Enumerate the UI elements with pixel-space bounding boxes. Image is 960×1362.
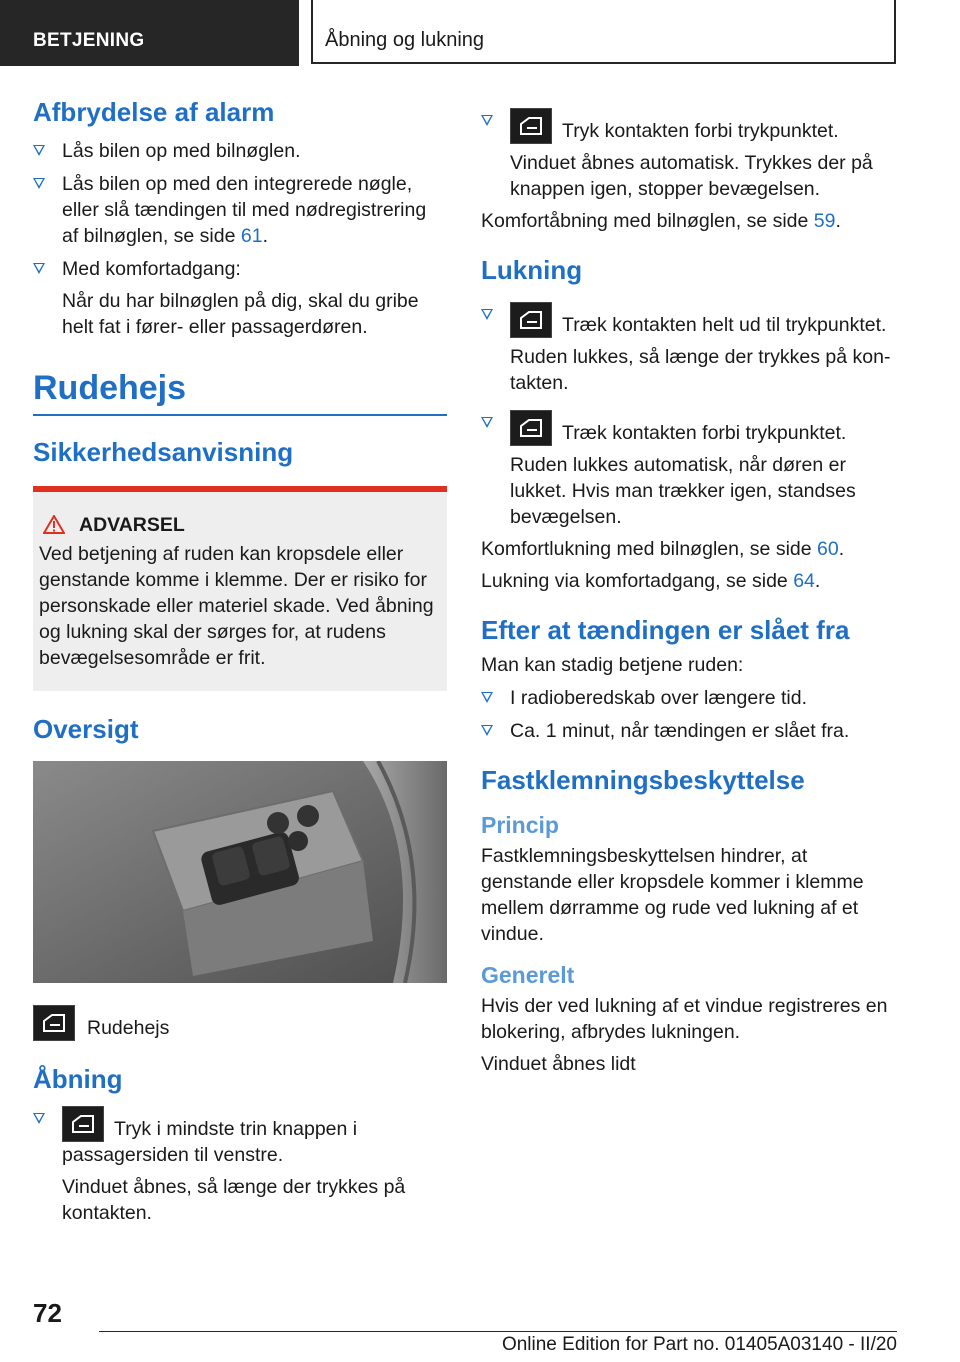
list-item-detail: Ruden lukkes automatisk, når døren er lukket. Hvis man trækker igen, standses bevægelsen.	[510, 453, 856, 528]
page-link-60[interactable]: 60	[817, 537, 839, 560]
princip-heading: Princip	[481, 812, 559, 839]
edition-footer: Online Edition for Part no. 01405A03140 - II/20	[501, 1334, 897, 1355]
window-switch-icon	[62, 1106, 104, 1142]
warning-text: Ved betjening af ruden kan kropsdele eller genstande komme i klemme. Der er risiko for personskade eller materiel skade. Ved åbning og lukning skal der sørges for, at rudens bevægelsesområde er frit.	[39, 542, 434, 669]
window-switch-photo	[33, 761, 447, 983]
comfort-close-key-text: Komfortlukning med bilnøglen, se side 60.	[481, 537, 845, 560]
comfort-close-access-text: Lukning via komfortadgang, se side 64.	[481, 569, 821, 592]
after-ignition-intro: Man kan stadig betjene ruden:	[481, 653, 744, 676]
list-item: Lås bilen op med bilnøglen.	[33, 138, 447, 164]
window-switch-icon	[33, 1005, 75, 1041]
bullet-triangle-icon	[481, 725, 493, 736]
bullet-triangle-icon	[481, 692, 493, 703]
bullet-triangle-icon	[33, 1113, 45, 1124]
safety-heading: Sikkerhedsanvisning	[33, 436, 294, 467]
page-link-64[interactable]: 64	[793, 569, 815, 592]
warning-triangle-icon	[43, 515, 65, 534]
chapter-title: Åbning og lukning	[311, 0, 896, 64]
abning-heading: Åbning	[33, 1063, 123, 1094]
list-item: Lås bilen op med den integrerede nøgle, eller slå tændingen til med nødregistrering af bilnøglen, se side 61.	[33, 171, 447, 249]
bullet-triangle-icon	[33, 263, 45, 274]
oversigt-heading: Oversigt	[33, 713, 139, 744]
window-switch-icon	[510, 410, 552, 446]
alarm-heading: Afbrydelse af alarm	[33, 97, 275, 127]
section-label: BETJENING	[0, 0, 299, 66]
left-column	[33, 96, 447, 1226]
legend-row: Rudehejs	[33, 1005, 447, 1041]
right-column	[481, 108, 897, 1077]
list-item: Træk kontakten forbi trykpunktet.	[481, 410, 897, 446]
rudehejs-heading: Rudehejs	[33, 368, 187, 407]
generelt-text-2: Vinduet åbnes lidt	[481, 1053, 636, 1076]
bullet-triangle-icon	[481, 417, 493, 428]
princip-text: Fastklemningsbeskyttelsen hindrer, at genstande eller kropsdele kommer i klemme mellem dørramme og rude ved lukning af et vindue.	[481, 845, 864, 946]
bullet-triangle-icon	[481, 309, 493, 320]
list-item-detail: Vinduet åbnes, så længe der trykkes på kontakten.	[62, 1176, 406, 1225]
list-item-detail: Ruden lukkes, så længe der trykkes på kontakten.	[510, 345, 891, 394]
pinch-protection-heading: Fastklemningsbeskyttelse	[481, 764, 805, 795]
window-switch-icon	[510, 302, 552, 338]
generelt-text: Hvis der ved lukning af et vindue registreres en blokering, afbrydes lukningen.	[481, 995, 888, 1044]
page-link-59[interactable]: 59	[813, 210, 836, 232]
page-number: 72	[33, 1298, 62, 1328]
list-item: Ca. 1 minut, når tændingen er slået fra.	[481, 718, 897, 744]
lukning-heading: Lukning	[481, 255, 583, 285]
bullet-triangle-icon	[33, 145, 45, 156]
window-switch-icon	[510, 108, 552, 144]
generelt-heading: Generelt	[481, 962, 575, 989]
bullet-triangle-icon	[33, 178, 45, 189]
warning-box	[33, 486, 447, 691]
comfort-open-text: Komfortåbning med bilnøglen, se side 59.	[481, 210, 841, 232]
warning-title: ADVARSEL	[39, 514, 439, 537]
list-item-detail: Vinduet åbnes automatisk. Trykkes der på knappen igen, stopper bevægelsen.	[510, 152, 873, 200]
list-item: Træk kontakten helt ud til trykpunktet.	[481, 302, 897, 338]
bullet-triangle-icon	[481, 115, 493, 126]
list-item: I radioberedskab over længere tid.	[481, 685, 897, 711]
page-link-61[interactable]: 61	[240, 224, 263, 247]
list-item: Tryk kontakten forbi trykpunktet.	[481, 108, 897, 144]
list-item: Med komfortadgang:	[33, 256, 447, 282]
after-ignition-heading: Efter at tændingen er slået fra	[481, 614, 850, 645]
page-header	[0, 0, 960, 66]
list-item: Tryk i mindste trin knappen i passagersiden til venstre.	[33, 1106, 447, 1168]
footer-rule	[99, 1331, 897, 1332]
list-item-detail: Når du har bilnøglen på dig, skal du gribe helt fat i fører- eller passagerdøren.	[62, 289, 419, 338]
